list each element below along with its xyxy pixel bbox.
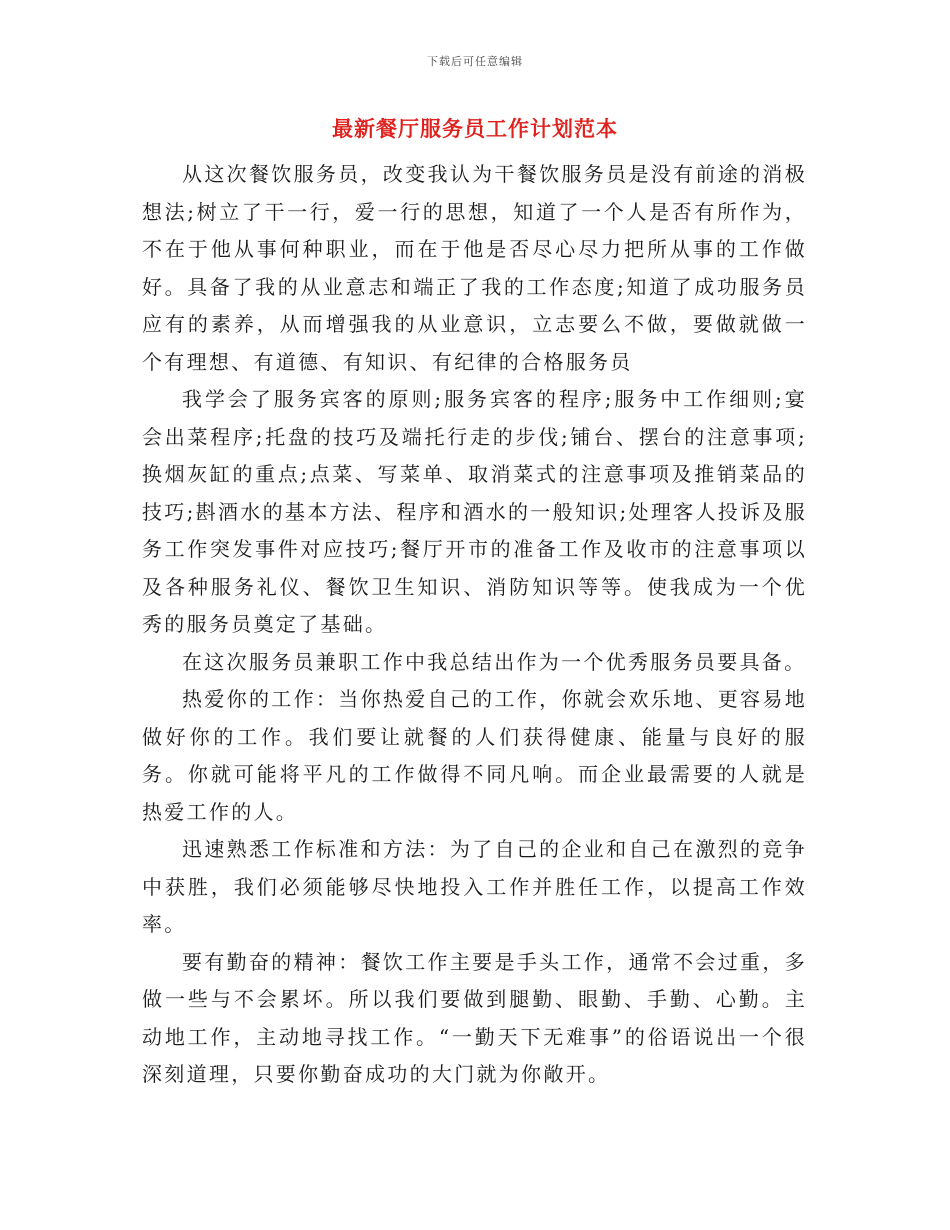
paragraph: 我学会了服务宾客的原则;服务宾客的程序;服务中工作细则;宴会出菜程序;托盘的技巧及端托行走的步伐;铺台、摆台的注意事项;换烟灰缸的重点;点菜、写菜单、取消菜式的注意事项及推销菜品的技巧;斟酒水的基本方法、程序和酒水的一般知识;处理客人投诉及服务工作突发事件对应技巧;餐厅开市的准备工作及收市的注意事项以及各种服务礼仪、餐饮卫生知识、消防知识等等。使我成为一个优秀的服务员奠定了基础。: [142, 387, 807, 636]
header-note: 下载后可任意编辑: [427, 55, 523, 68]
paragraph: 热爱你的工作：当你热爱自己的工作，你就会欢乐地、更容易地做好你的工作。我们要让就餐的人们获得健康、能量与良好的服务。你就可能将平凡的工作做得不同凡响。而企业最需要的人就是热爱工作的人。: [142, 687, 807, 824]
paragraph: 在这次服务员兼职工作中我总结出作为一个优秀服务员要具备。: [182, 649, 807, 674]
paragraph: 要有勤奋的精神：餐饮工作主要是手头工作，通常不会过重，多做一些与不会累坏。所以我们要做到腿勤、眼勤、手勤、心勤。主动地工作，主动地寻找工作。“一勤天下无难事”的俗语说出一个很深刻道理，只要你勤奋成功的大门就为你敞开。: [142, 949, 807, 1086]
paragraph: 迅速熟悉工作标准和方法：为了自己的企业和自己在激烈的竞争中获胜，我们必须能够尽快地投入工作并胜任工作，以提高工作效率。: [142, 837, 807, 936]
document-body: [142, 156, 807, 1094]
paragraph: 从这次餐饮服务员，改变我认为干餐饮服务员是没有前途的消极想法;树立了干一行，爱一行的思想，知道了一个人是否有所作为，不在于他从事何种职业，而在于他是否尽心尽力把所从事的工作做好。具备了我的从业意志和端正了我的工作态度;知道了成功服务员应有的素养，从而增强我的从业意识，立志要么不做，要做就做一个有理想、有道德、有知识、有纪律的合格服务员: [142, 162, 807, 374]
document-title: 最新餐厅服务员工作计划范本: [332, 116, 618, 141]
